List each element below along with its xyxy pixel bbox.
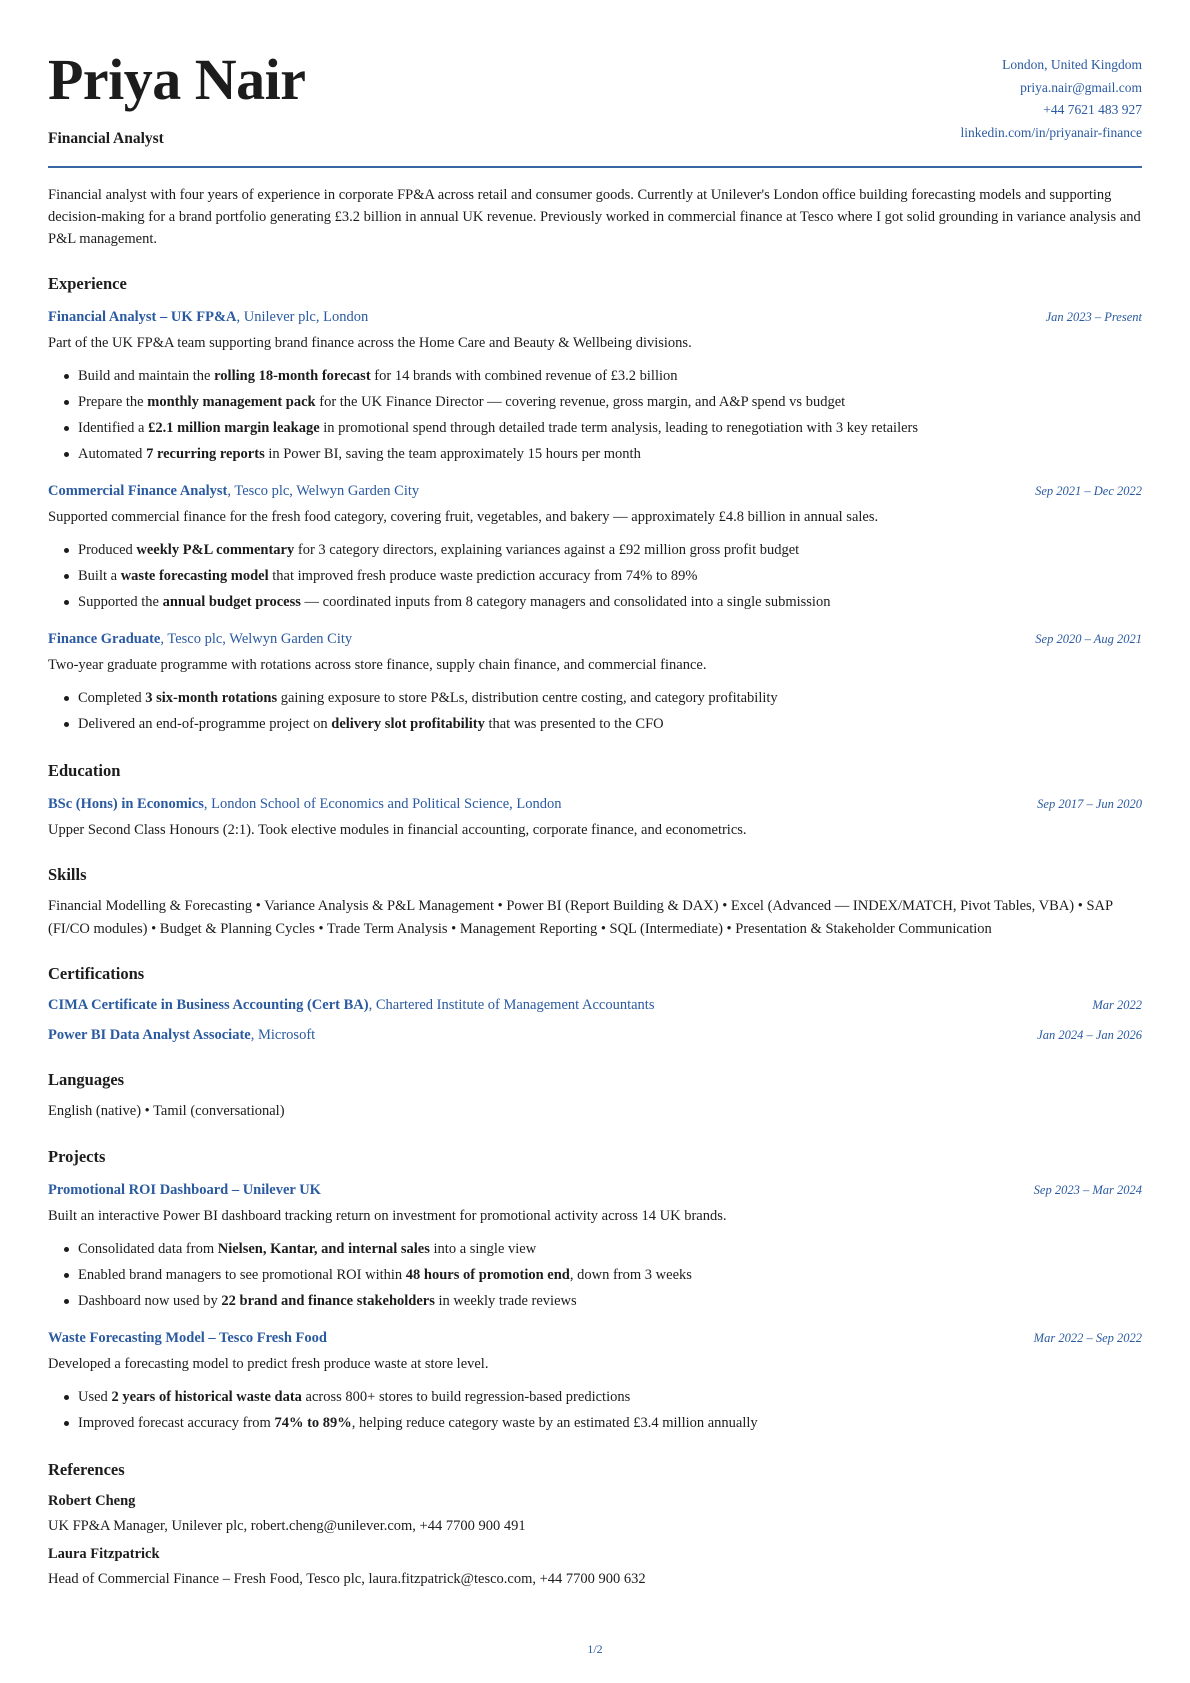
section-heading: References: [48, 1459, 125, 1479]
certifications-section: [48, 962, 1142, 1046]
bullet-highlight: 74% to 89%: [274, 1414, 352, 1431]
skills-list: Financial Modelling & Forecasting • Variance Analysis & P&L Management • Power BI (Report Building & DAX) • Excel (Advanced — INDEX/MATCH, Pivot Tables, VBA) • SAP (FI/CO modules) • Budget & Planning Cycles • Trade Term Analysis • Management Reporting • SQL (Intermediate) • Presentation & Stakeholder Communication: [48, 898, 1113, 937]
bullet-text: Supported the: [78, 594, 163, 610]
references-section: [48, 1458, 1142, 1590]
entry-description: Built an interactive Power BI dashboard tracking return on investment for promotional activity across 14 UK brands.: [48, 1207, 727, 1224]
entry-title: [48, 306, 368, 328]
bullet-list: [48, 363, 1142, 467]
entry-role: Financial Analyst – UK FP&A: [48, 309, 237, 325]
entry: [48, 306, 1142, 467]
bullet-item: [48, 685, 1142, 711]
entry-header: [48, 628, 1142, 650]
entry-date: Mar 2022 – Sep 2022: [1033, 1330, 1142, 1345]
bullet-text: Identified a: [78, 420, 149, 436]
entry: [48, 1024, 1142, 1046]
entry-date: Sep 2023 – Mar 2024: [1033, 1182, 1142, 1197]
entry-header: [48, 480, 1142, 502]
entry-title: [48, 793, 562, 815]
bullet-text: , down from 3 weeks: [569, 1266, 692, 1283]
bullet-text: Automated: [78, 446, 147, 462]
projects-section: [48, 1145, 1142, 1436]
entry-organization: , Microsoft: [250, 1027, 316, 1043]
bullet-text: Enabled brand managers to see promotional ROI within: [78, 1266, 406, 1283]
bullet-highlight: 7 recurring reports: [146, 446, 265, 462]
entry: [48, 480, 1142, 615]
bullet-highlight: rolling 18-month forecast: [214, 368, 371, 384]
bullet-list: [48, 1236, 1142, 1314]
entry: [48, 628, 1142, 737]
bullet-text: Improved forecast accuracy from: [78, 1414, 275, 1431]
experience-section: [48, 272, 1142, 737]
section-heading: Skills: [48, 865, 87, 884]
bullet-highlight: 2 years of historical waste data: [111, 1388, 302, 1405]
bullet-item: [48, 415, 1142, 441]
bullet-item: [48, 1384, 1142, 1410]
bullet-item: [48, 441, 1142, 467]
phone-link[interactable]: +44 7621 483 927: [1043, 102, 1142, 117]
email-link[interactable]: priya.nair@gmail.com: [1020, 79, 1142, 95]
education-section: [48, 759, 1142, 841]
section-heading: Projects: [48, 1146, 106, 1166]
skills-section: [48, 863, 1142, 940]
entry: [48, 1327, 1142, 1436]
entry: [48, 1179, 1142, 1314]
entry-header: [48, 793, 1142, 815]
section-heading: Education: [48, 761, 121, 780]
linkedin-link[interactable]: linkedin.com/in/priyanair-finance: [960, 124, 1142, 140]
candidate-name: Priya Nair: [48, 47, 306, 112]
entry-date: Mar 2022: [1092, 998, 1142, 1012]
bullet-text: Consolidated data from: [78, 1240, 218, 1257]
bullet-text: gaining exposure to store P&Ls, distribution centre costing, and category profitability: [277, 690, 778, 706]
bullet-text: Built a: [78, 568, 121, 584]
bullet-highlight: 48 hours of promotion end: [405, 1266, 570, 1283]
candidate-title: Financial Analyst: [48, 130, 164, 147]
entry-role: Commercial Finance Analyst: [48, 483, 228, 499]
summary: Financial analyst with four years of experience in corporate FP&A across retail and consumer goods. Currently at Unilever's London office building forecasting models and supporting decision-making for a brand portfolio generating £3.2 billion in annual UK revenue. Previously worked in commercial finance at Tesco where I got solid grounding in variance analysis and P&L management.: [48, 187, 1141, 247]
section-heading: Languages: [48, 1070, 125, 1089]
entry-organization: , Chartered Institute of Management Accountants: [368, 997, 655, 1013]
entry-header: [48, 994, 1142, 1016]
resume-page: [48, 0, 1142, 1590]
languages-section: [48, 1068, 1142, 1123]
entry-organization: , London School of Economics and Political Science, London: [203, 796, 562, 812]
entry-role: Waste Forecasting Model – Tesco Fresh Food: [48, 1329, 327, 1346]
bullet-item: [48, 363, 1142, 389]
entry-role: CIMA Certificate in Business Accounting (Cert BA): [48, 997, 369, 1013]
entry-header: [48, 1179, 1142, 1201]
bullet-text: for 3 category directors, explaining variances against a £92 million gross profit budget: [294, 542, 800, 558]
section-heading: Experience: [48, 274, 127, 293]
bullet-item: [48, 1262, 1142, 1288]
bullet-highlight: 3 six-month rotations: [145, 690, 278, 706]
reference-detail: Head of Commercial Finance – Fresh Food, Tesco plc, laura.fitzpatrick@tesco.com, +44 7700 900 632: [48, 1570, 646, 1587]
entry-organization: , Tesco plc, Welwyn Garden City: [160, 631, 353, 647]
bullet-highlight: 22 brand and finance stakeholders: [221, 1292, 435, 1309]
entry-title: [48, 1179, 321, 1201]
entry-description: Part of the UK FP&A team supporting brand finance across the Home Care and Beauty & Wellbeing divisions.: [48, 335, 692, 351]
bullet-text: Used: [78, 1388, 112, 1405]
entry-date: Sep 2017 – Jun 2020: [1037, 797, 1142, 811]
entry-title: [48, 1024, 315, 1046]
entry-header: [48, 1024, 1142, 1046]
bullet-text: in weekly trade reviews: [434, 1292, 577, 1309]
entry-title: [48, 1327, 327, 1349]
bullet-item: [48, 589, 1142, 615]
bullet-text: for the UK Finance Director — covering revenue, gross margin, and A&P spend vs budget: [315, 394, 846, 410]
bullet-text: that was presented to the CFO: [484, 716, 664, 732]
entry-header: [48, 1327, 1142, 1349]
bullet-highlight: annual budget process: [162, 594, 301, 610]
bullet-text: into a single view: [429, 1240, 537, 1257]
entry-role: BSc (Hons) in Economics: [48, 796, 204, 812]
bullet-item: [48, 1410, 1142, 1436]
entry-role: Finance Graduate: [48, 631, 161, 647]
entry-title: [48, 628, 352, 650]
entry-title: [48, 994, 654, 1016]
bullet-list: [48, 685, 1142, 737]
bullet-text: Dashboard now used by: [78, 1292, 222, 1309]
bullet-highlight: Nielsen, Kantar, and internal sales: [217, 1240, 430, 1257]
entry-organization: , Tesco plc, Welwyn Garden City: [227, 483, 420, 499]
entry: [48, 994, 1142, 1016]
bullet-highlight: delivery slot profitability: [331, 716, 485, 732]
entry-date: Sep 2021 – Dec 2022: [1035, 484, 1142, 498]
bullet-text: in promotional spend through detailed trade term analysis, leading to renegotiation with 3 key retailers: [319, 420, 919, 436]
bullet-text: Build and maintain the: [78, 368, 215, 384]
bullet-item: [48, 711, 1142, 737]
languages-list: English (native) • Tamil (conversational): [48, 1103, 285, 1119]
bullet-item: [48, 389, 1142, 415]
bullet-highlight: monthly management pack: [147, 394, 316, 410]
entry-description: Upper Second Class Honours (2:1). Took elective modules in financial accounting, corporate finance, and econometrics.: [48, 822, 747, 838]
bullet-text: , helping reduce category waste by an estimated £3.4 million annually: [351, 1414, 758, 1431]
bullet-item: [48, 563, 1142, 589]
bullet-text: Delivered an end-of-programme project on: [78, 716, 332, 732]
entry-description: Supported commercial finance for the fresh food category, covering fruit, vegetables, and bakery — approximately £4.8 billion in annual sales.: [48, 509, 879, 525]
bullet-highlight: waste forecasting model: [120, 568, 269, 584]
bullet-text: that improved fresh produce waste prediction accuracy from 74% to 89%: [268, 568, 698, 584]
entry-date: Sep 2020 – Aug 2021: [1035, 632, 1142, 646]
bullet-text: — coordinated inputs from 8 category managers and consolidated into a single submission: [300, 594, 831, 610]
entry-header: [48, 306, 1142, 328]
page-number: 1/2: [587, 1642, 603, 1656]
entry-description: Developed a forecasting model to predict fresh produce waste at store level.: [48, 1355, 489, 1372]
bullet-text: for 14 brands with combined revenue of £3.2 billion: [370, 368, 678, 384]
bullet-text: Completed: [78, 690, 146, 706]
entry-date: Jan 2023 – Present: [1045, 310, 1142, 324]
bullet-text: in Power BI, saving the team approximately 15 hours per month: [264, 446, 641, 462]
entry-description: Two-year graduate programme with rotations across store finance, supply chain finance, and commercial finance.: [48, 657, 707, 673]
bullet-text: Produced: [78, 542, 137, 558]
entry: [48, 793, 1142, 841]
location-link[interactable]: London, United Kingdom: [1002, 57, 1142, 72]
bullet-item: [48, 1288, 1142, 1314]
bullet-text: across 800+ stores to build regression-based predictions: [301, 1388, 631, 1405]
bullet-item: [48, 1236, 1142, 1262]
reference-detail: UK FP&A Manager, Unilever plc, robert.cheng@unilever.com, +44 7700 900 491: [48, 1517, 526, 1534]
resume-header: [48, 0, 1142, 168]
reference-name: Robert Cheng: [48, 1492, 136, 1509]
bullet-highlight: weekly P&L commentary: [136, 542, 295, 558]
bullet-list: [48, 1384, 1142, 1436]
bullet-highlight: £2.1 million margin leakage: [148, 420, 320, 436]
contact-info: [960, 54, 1142, 144]
entry-title: [48, 480, 419, 502]
section-heading: Certifications: [48, 964, 145, 983]
entry-role: Promotional ROI Dashboard – Unilever UK: [48, 1181, 321, 1198]
entry-role: Power BI Data Analyst Associate: [48, 1027, 251, 1043]
bullet-text: Prepare the: [78, 394, 148, 410]
reference-name: Laura Fitzpatrick: [48, 1545, 160, 1562]
entry-date: Jan 2024 – Jan 2026: [1037, 1028, 1142, 1042]
bullet-item: [48, 537, 1142, 563]
bullet-list: [48, 537, 1142, 615]
entry-organization: , Unilever plc, London: [236, 309, 369, 325]
